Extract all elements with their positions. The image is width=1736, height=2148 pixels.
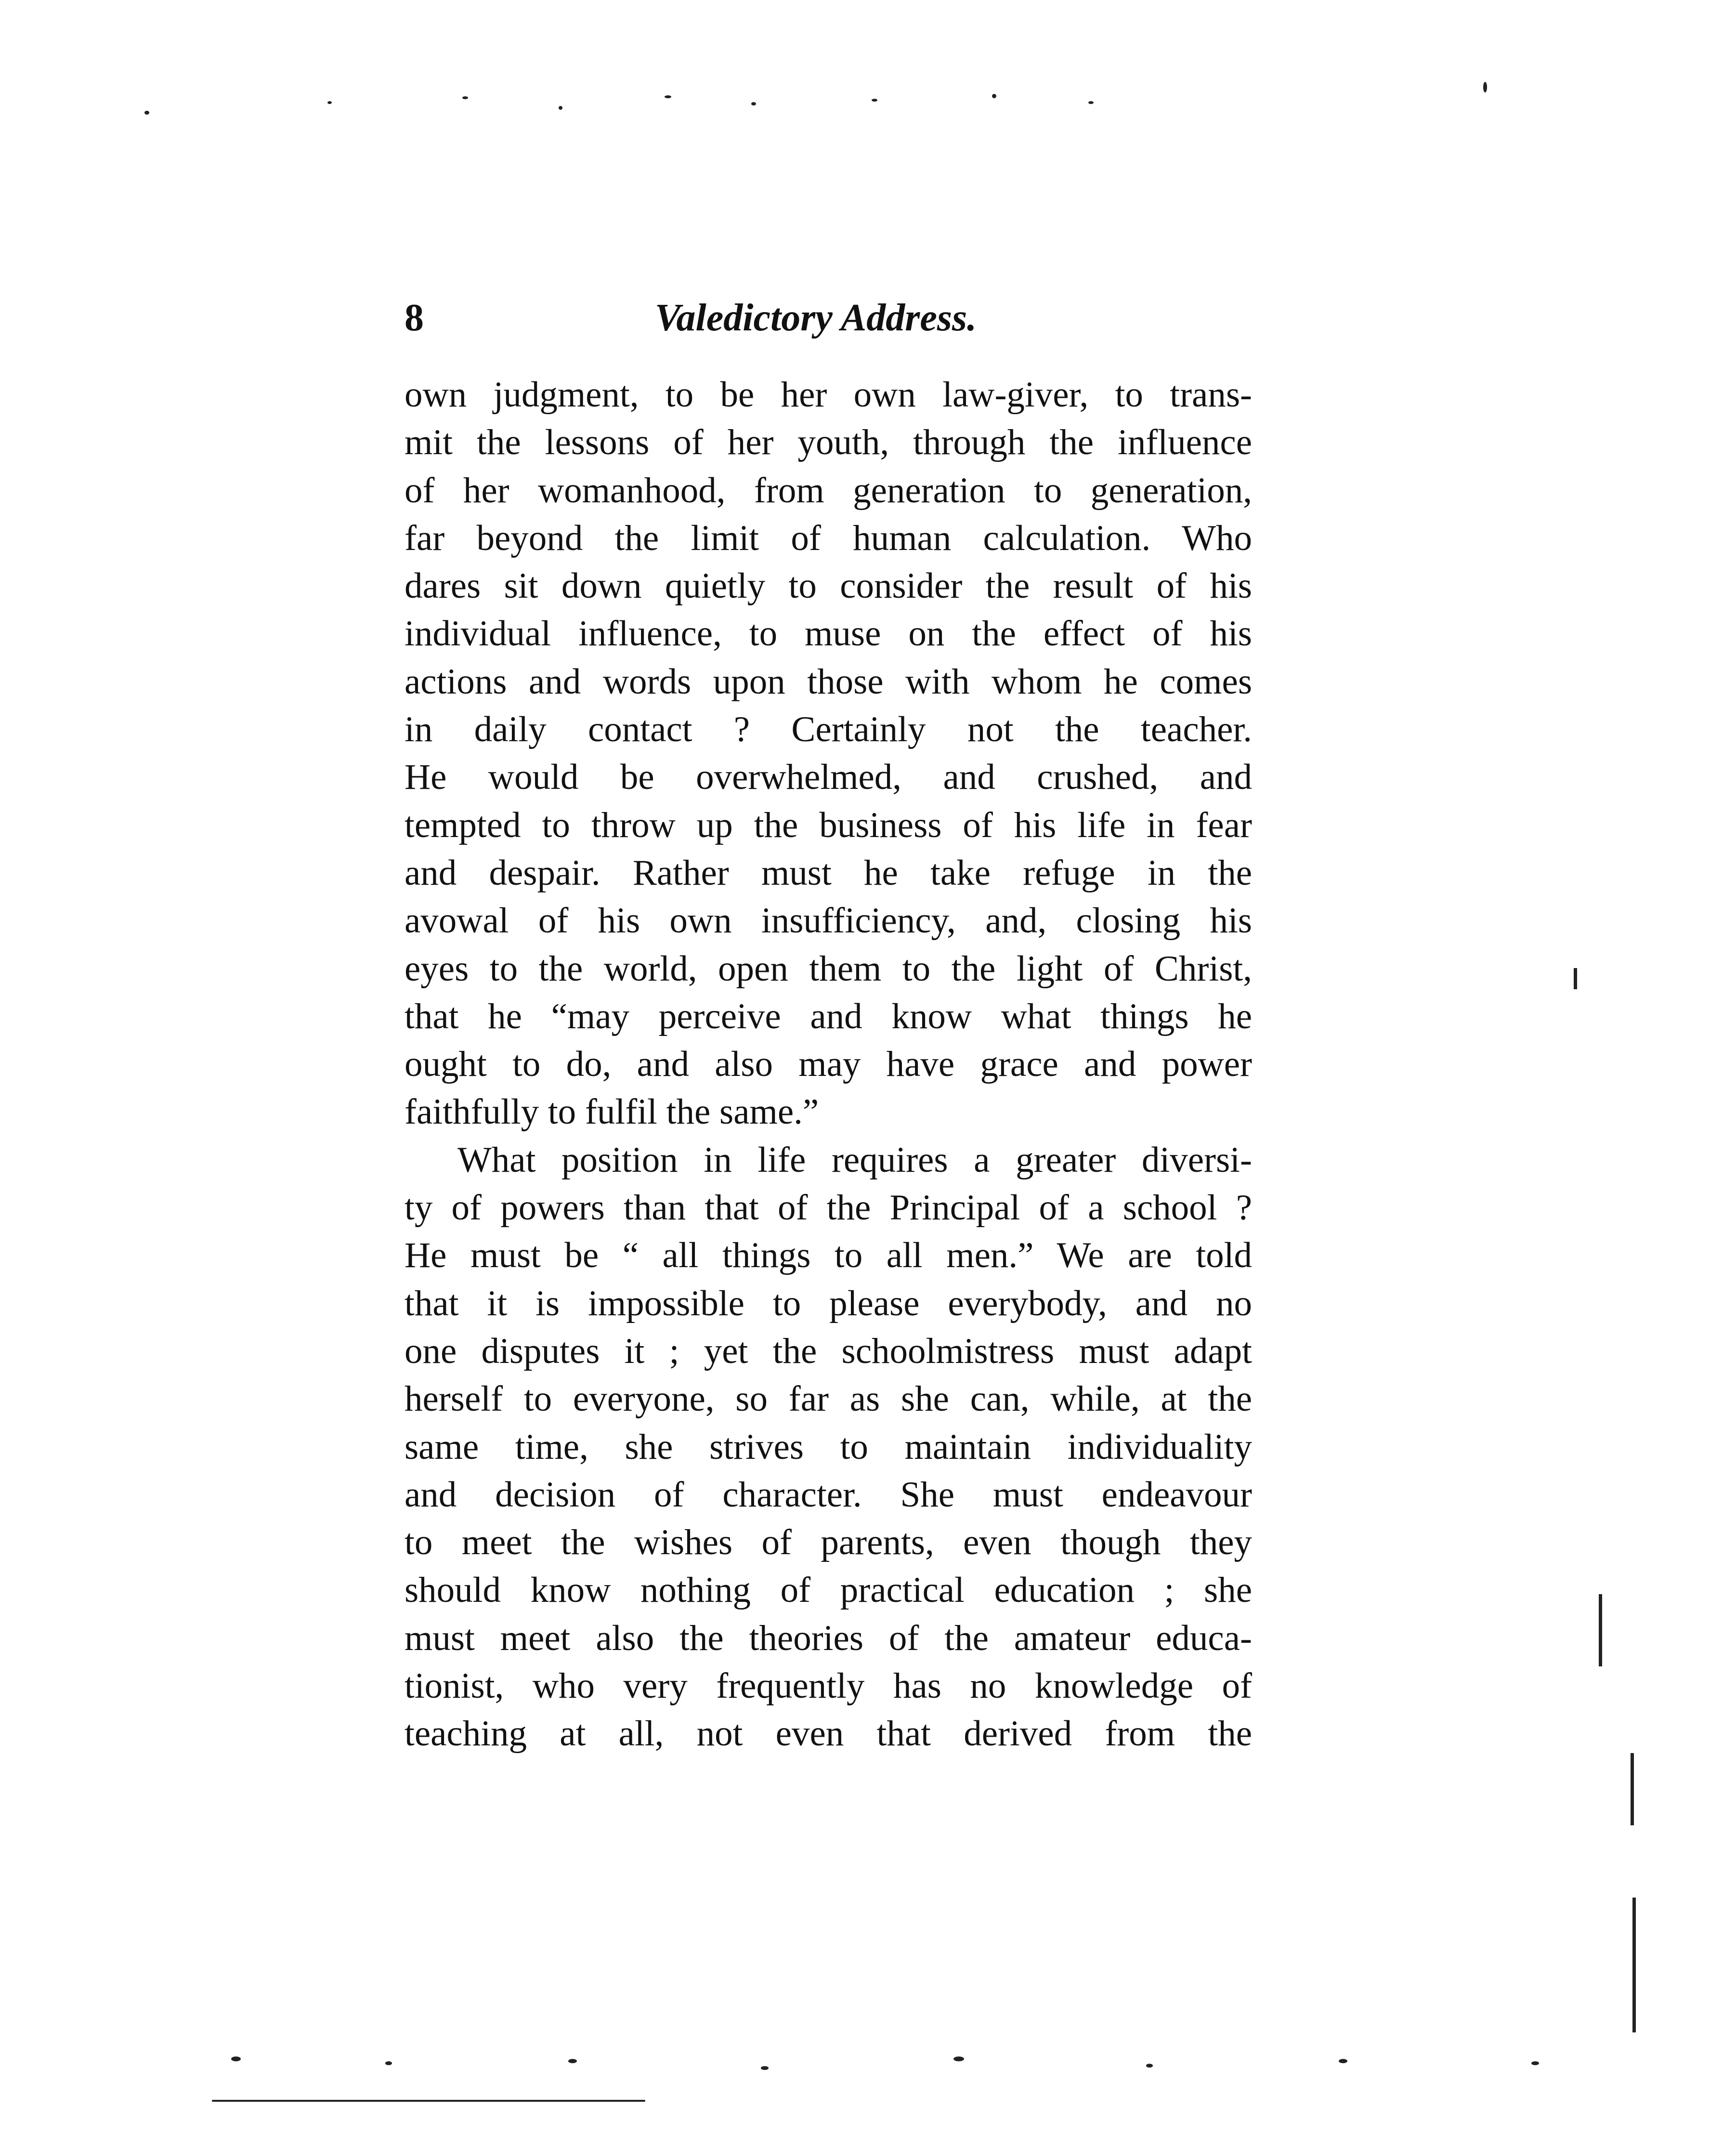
text-line: far beyond the limit of human calculation. Who [405,518,1252,558]
text-line: He would be overwhelmed, and crushed, and [405,757,1252,798]
text-line: He must be “ all things to all men.” We are told [405,1235,1252,1276]
text-line: that it is impossible to please everybody, and no [405,1283,1252,1323]
page-number: 8 [405,297,424,339]
text-line: individual influence, to muse on the effect of his [405,614,1252,654]
text-line: that he “may perceive and know what things he [405,996,1252,1036]
text-line: herself to everyone, so far as she can, while, at the [405,1379,1252,1419]
text-line: teaching at all, not even that derived from the [405,1714,1252,1754]
text-line: and decision of character. She must endeavour [405,1474,1252,1515]
text-line: tempted to throw up the business of his life in fear [405,805,1252,845]
text-line: and despair. Rather must he take refuge in the [405,852,1252,893]
text-line: same time, she strives to maintain individuality [405,1427,1252,1467]
scan-edge-mark [1574,968,1577,989]
scan-noise-bottom [183,1975,1676,2129]
text-line: must meet also the theories of the amateur educa- [405,1618,1252,1658]
text-line: one disputes it ; yet the schoolmistress must adapt [405,1331,1252,1371]
text-line: faithfully to fulfil the same.” [405,1092,819,1132]
text-line: in daily contact ? Certainly not the teacher. [405,709,1252,750]
body-text [405,371,1252,1758]
text-line: What position in life requires a greater diversi- [457,1139,1252,1180]
text-line: actions and words upon those with whom he comes [405,661,1252,702]
paragraph-2 [405,1136,1252,1758]
scan-edge-mark [1631,1753,1634,1825]
text-line: avowal of his own insufficiency, and, closing his [405,901,1252,941]
text-line: of her womanhood, from generation to generation, [405,470,1252,511]
text-line: tionist, who very frequently has no knowledge of [405,1666,1252,1706]
text-line: ty of powers than that of the Principal of a school ? [405,1188,1252,1228]
running-header [405,294,1271,347]
text-line: own judgment, to be her own law-giver, to trans- [405,375,1252,415]
scan-noise-top [125,72,1570,149]
text-line: should know nothing of practical education ; she [405,1570,1252,1611]
paragraph-1 [405,371,1252,1136]
text-line: eyes to the world, open them to the light of Christ, [405,948,1252,989]
running-title: Valedictory Address. [655,297,977,339]
text-line: to meet the wishes of parents, even though they [405,1522,1252,1563]
text-line: ought to do, and also may have grace and power [405,1044,1252,1085]
scan-edge-mark [1599,1594,1602,1666]
text-line: dares sit down quietly to consider the result of his [405,566,1252,606]
text-line: mit the lessons of her youth, through the influence [405,422,1252,463]
